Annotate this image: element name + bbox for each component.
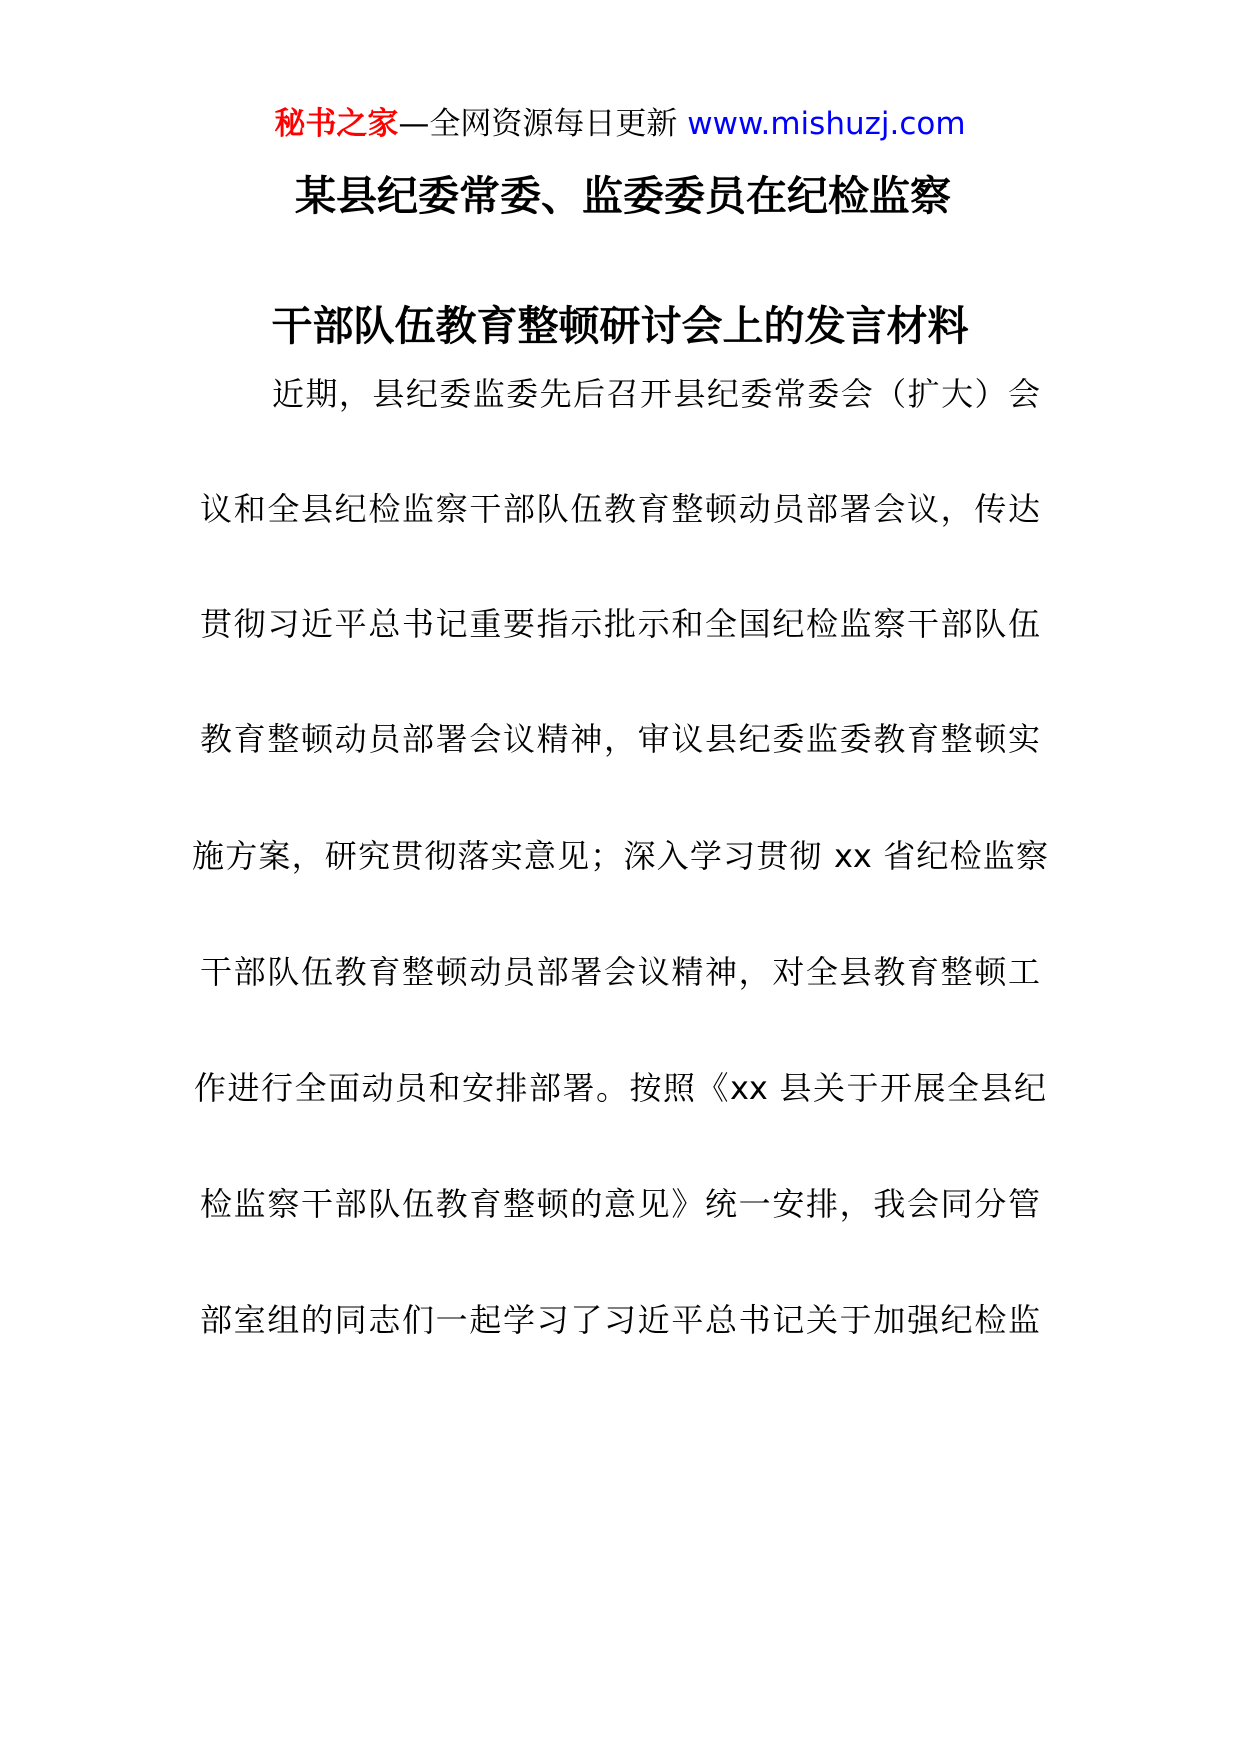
- site-url-link[interactable]: www.mishuzj.com: [687, 106, 966, 142]
- document-title-line-2: 干部队伍教育整顿研讨会上的发言材料: [271, 302, 969, 350]
- document-title-line-1: 某县纪委常委、监委委员在纪检监察: [295, 172, 951, 220]
- body-text-line: 作进行全面动员和安排部署。按照《xx 县关于开展全县纪: [194, 1069, 1046, 1107]
- body-text-line: 近期，县纪委监委先后召开县纪委常委会（扩大）会: [272, 375, 1040, 413]
- header-banner: [0, 102, 1240, 146]
- body-text-line: 贯彻习近平总书记重要指示批示和全国纪检监察干部队伍: [200, 605, 1040, 643]
- brand-name: 秘书之家: [274, 106, 399, 142]
- body-text-line: 施方案，研究贯彻落实意见；深入学习贯彻 xx 省纪检监察: [192, 837, 1048, 875]
- header-tagline: —全网资源每日更新: [398, 106, 678, 142]
- body-text-line: 检监察干部队伍教育整顿的意见》统一安排，我会同分管: [200, 1185, 1040, 1223]
- body-text-line: 议和全县纪检监察干部队伍教育整顿动员部署会议，传达: [200, 490, 1040, 528]
- body-text-line: 干部队伍教育整顿动员部署会议精神，对全县教育整顿工: [200, 953, 1040, 991]
- body-text-line: 部室组的同志们一起学习了习近平总书记关于加强纪检监: [200, 1301, 1040, 1339]
- body-text-line: 教育整顿动员部署会议精神，审议县纪委监委教育整顿实: [200, 720, 1040, 758]
